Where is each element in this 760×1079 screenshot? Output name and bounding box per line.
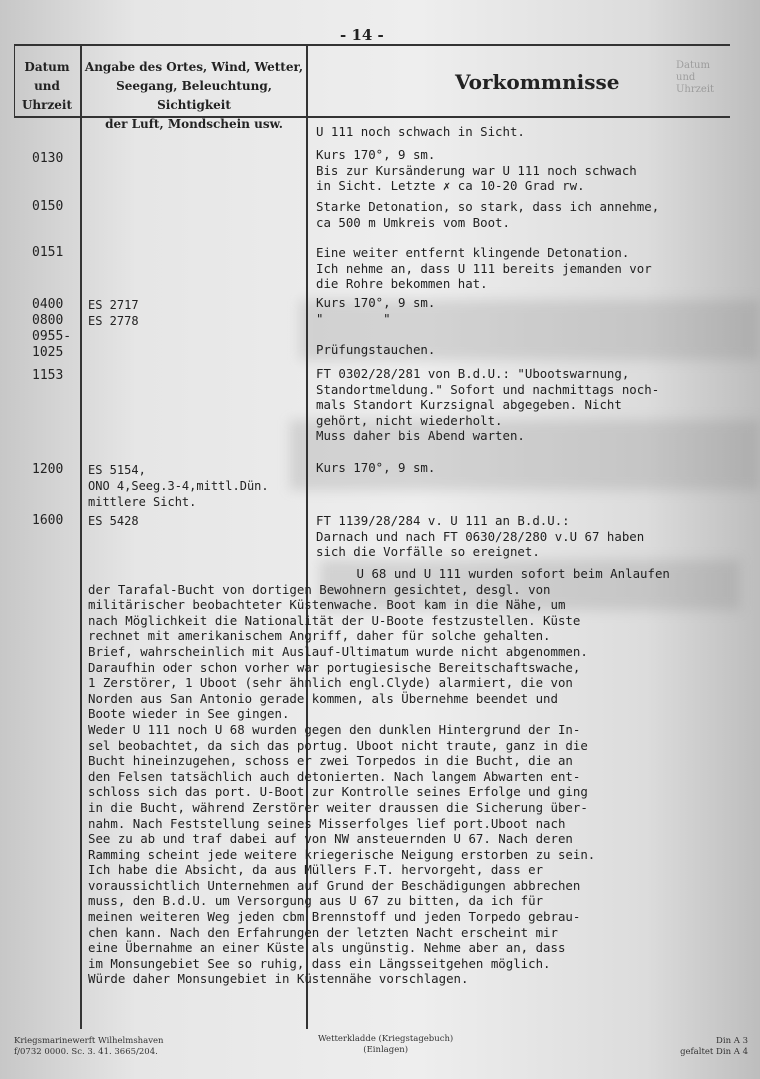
entry-text: FT 1139/28/284 v. U 111 an B.d.U.: Darnach und nach FT 0630/28/280 v.U 67 haben sich die Vorfälle so ereignet. [316,513,645,559]
entry-place: ES 2717 ES 2778 [88,298,139,328]
entry-time: 1200 [32,462,64,477]
entry-place: ES 5428 [88,514,139,528]
entry-time: 0151 [32,245,64,260]
footer-right: Din A 3 gefaltet Din A 4 [680,1036,748,1057]
header-date-time: Datum und Uhrzeit [21,60,73,112]
entry-time: 0150 [32,199,64,214]
column-divider-1 [80,44,82,1029]
bleed-through-text: Datum und Uhrzeit [676,60,715,95]
entry-time: 0130 [32,151,64,166]
header-events: Vorkommnisse [455,70,620,94]
entry-text: Kurs 170°, 9 sm. " " Prüfungstauchen. [316,295,436,357]
entry-text: Kurs 170°, 9 sm. [316,460,436,475]
entry-text: Starke Detonation, so stark, dass ich annehme, ca 500 m Umkreis vom Boot. [316,199,660,230]
header-place-weather: Angabe des Ortes, Wind, Wetter, Seegang, Beleuchtung, Sichtigkeit der Luft, Mondschein usw. [84,60,304,131]
footer-left: Kriegsmarinewerft Wilhelmshaven f/0732 0000. Sc. 3. 41. 3665/204. [14,1036,164,1057]
entry-text: Eine weiter entfernt klingende Detonation. Ich nehme an, dass U 111 bereits jemanden vor die Rohre bekommen hat. [316,245,652,291]
entry-text: Kurs 170°, 9 sm. Bis zur Kursänderung war U 111 noch schwach in Sicht. Letzte ✗ ca 10-20 Grad rw. [316,147,637,193]
narrative-text: U 68 und U 111 wurden sofort beim Anlaufen der Tarafal-Bucht von dortigen Bewohnern gesichtet, desgl. von militärischer beobachteter Küstenwache. Boot kam in die Nähe, um nach Möglichkeit die Nationalität der U-Boote festzustellen. Küste rechnet mit amerikanischem Angriff, daher für solche gehalten. Brief, wahrscheinlich mit Auslauf-Ultimatum wurde nicht abgenommen. Daraufhin oder schon vorher war portugiesische Bereitschaftswache, 1 Zerstörer, 1 Uboot (sehr ähnlich engl.Clyde) alarmiert, die von Norden aus San Antonio gerade kommen, als Übernehme beendet und Boote wieder in See gingen. Weder U 111 noch U 68 wurden gegen den dunklen Hintergrund der In- sel beobachtet, da sich das portug. Uboot nicht traute, ganz in die Bucht hineinzugehen, schoss er zwei Torpedos in die Bucht, die an den Felsen tatsächlich auch detonierten. Nach langem Abwarten ent- schloss sich das port. U-Boot zur Kontrolle seines Erfolge und ging in die Bucht, während Zerstörer weiter draussen die Sicherung über- nahm. Nach Feststellung seines Misserfolges lief port.Uboot nach See zu ab und traf dabei auf von NW ansteuernden U 67. Nach deren Ramming scheint jede weitere kriegerische Neigung erstorben zu sein. Ich habe die Absicht, da aus Müllers F.T. hervorgeht, dass er voraussichtlich Unternehmen auf Grund der Beschädigungen abbrechen muss, den B.d.U. um Versorgung aus U 67 zu bitten, da ich für meinen weiteren Weg jeden cbm Brennstoff und jeden Torpedo gebrau- chen kann. Nach den Erfahrungen der letzten Nacht erscheint mir eine Übernahme an einer Küste als ungünstig. Nehme aber an, dass im Monsungebiet See so ruhig, dass ein Längsseitgehen möglich. Würde daher Monsungebiet in Küstennähe vorschlagen. [88,566,670,987]
page-number: - 14 - [340,26,384,44]
entry-time: 1600 [32,513,64,528]
entry-place: ES 5154, ONO 4,Seeg.3-4,mittl.Dün. mittlere Sicht. [88,463,269,509]
entry-time: 0400 0800 0955- 1025 [32,297,72,360]
footer-center: Wetterkladde (Kriegstagebuch) (Einlagen) [318,1034,454,1055]
left-border [14,44,15,118]
entry-text: U 111 noch schwach in Sicht. [316,124,525,139]
top-rule [14,44,730,46]
entry-text: FT 0302/28/281 von B.d.U.: "Ubootswarnung, Standortmeldung." Sofort und nachmittags noch- mals Standort Kurzsignal abgegeben. Nicht gehört, nicht wiederholt. Muss daher bis Abend warten. [316,366,660,443]
entry-time: 1153 [32,368,64,383]
